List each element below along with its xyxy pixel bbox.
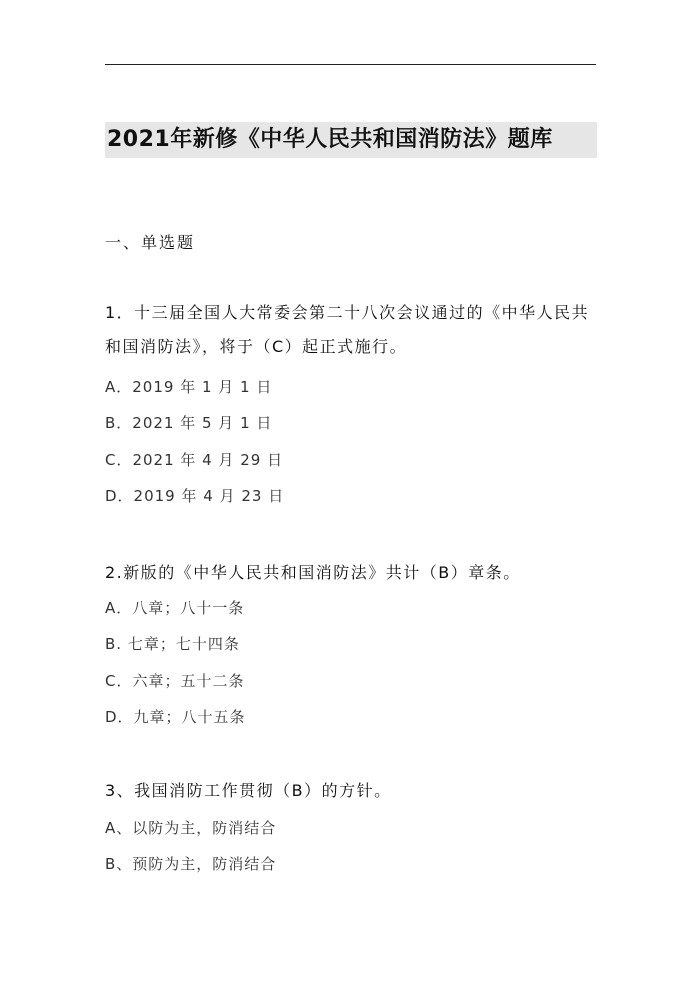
question-1-option-c: C．2021 年 4 月 29 日	[105, 451, 284, 469]
question-3-option-a: A、以防为主，防消结合	[105, 819, 277, 837]
question-1-option-d: D．2019 年 4 月 23 日	[105, 487, 285, 505]
question-2-option-c: C．六章；五十二条	[105, 672, 245, 690]
question-2-option-b: B. 七章；七十四条	[105, 635, 240, 653]
document-title: 2021年新修《中华人民共和国消防法》题库	[105, 122, 597, 158]
section-heading: 一、单选题	[105, 233, 196, 252]
header-rule	[105, 64, 596, 65]
question-1-option-b: B．2021 年 5 月 1 日	[105, 414, 273, 432]
question-3-option-b: B、预防为主，防消结合	[105, 855, 277, 873]
question-2: 2.新版的《中华人民共和国消防法》共计（B）章条。	[105, 563, 521, 582]
question-1: 1．十三届全国人大常委会第二十八次会议通过的《中华人民共和国消防法》，将于（C）起正式施行。	[105, 303, 590, 356]
question-2-option-d: D．九章；八十五条	[105, 708, 246, 726]
question-3: 3、我国消防工作贯彻（B）的方针。	[105, 781, 392, 800]
question-1-option-a: A．2019 年 1 月 1 日	[105, 378, 273, 396]
question-2-option-a: A．八章；八十一条	[105, 599, 245, 617]
